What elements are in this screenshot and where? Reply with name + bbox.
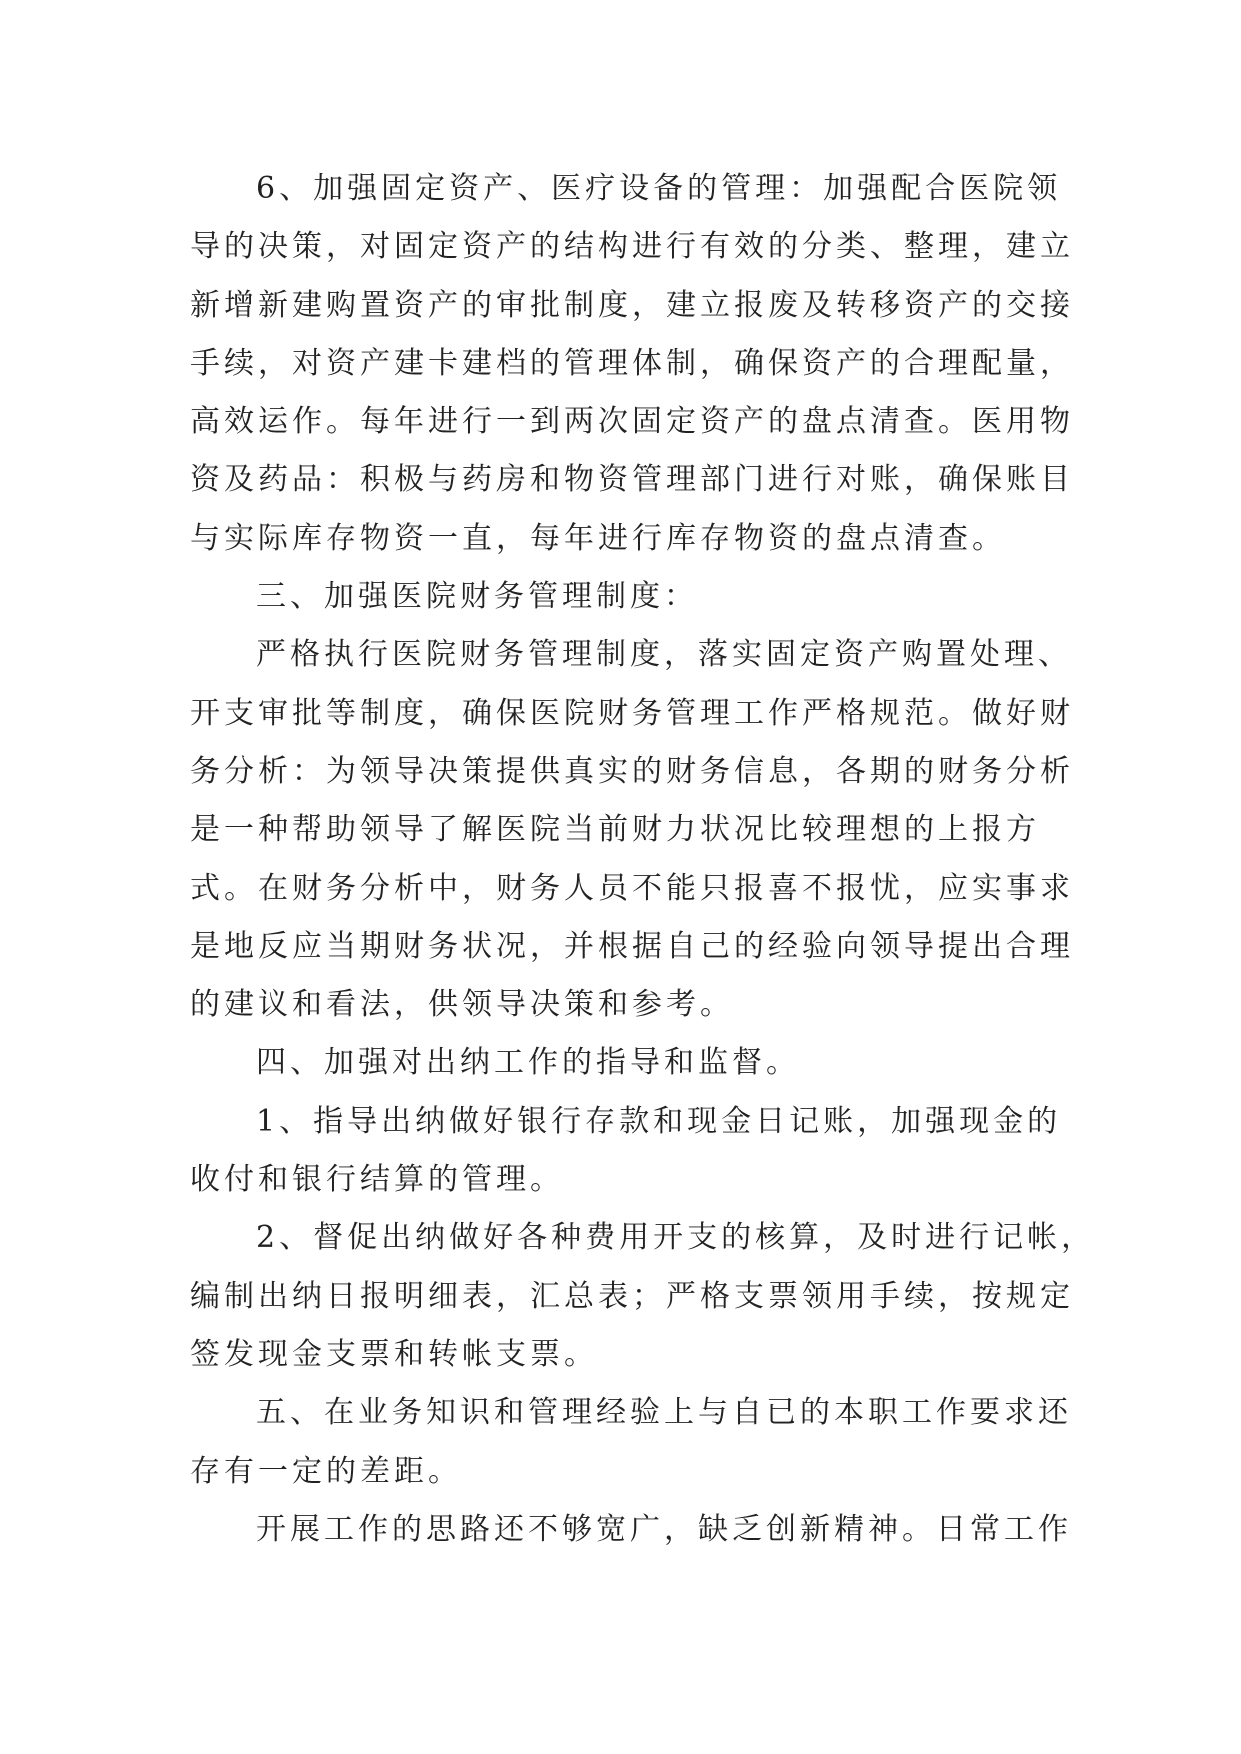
text-line: 是一种帮助领导了解医院当前财力状况比较理想的上报方	[190, 812, 1040, 848]
text-line: 开展工作的思路还不够宽广，缺乏创新精神。日常工作	[256, 1511, 1072, 1547]
section-heading: 四、加强对出纳工作的指导和监督。	[256, 1045, 800, 1081]
text-line: 务分析：为领导决策提供真实的财务信息，各期的财务分析	[190, 753, 1074, 789]
text-line: 导的决策，对固定资产的结构进行有效的分类、整理，建立	[190, 229, 1074, 265]
text-line: 2、督促出纳做好各种费用开支的核算，及时进行记帐，	[256, 1220, 1096, 1256]
section-heading: 三、加强医院财务管理制度：	[256, 579, 698, 615]
text-line: 收付和银行结算的管理。	[190, 1162, 564, 1198]
text-line: 高效运作。每年进行一到两次固定资产的盘点清查。医用物	[190, 404, 1074, 440]
text-line: 手续，对资产建卡建档的管理体制，确保资产的合理配量，	[190, 345, 1074, 381]
text-line: 6、加强固定资产、医疗设备的管理：加强配合医院领	[256, 171, 1062, 206]
text-line: 编制出纳日报明细表，汇总表；严格支票领用手续，按规定	[190, 1278, 1074, 1314]
text-line: 开支审批等制度，确保医院财务管理工作严格规范。做好财	[190, 695, 1074, 731]
text-line: 签发现金支票和转帐支票。	[190, 1336, 598, 1372]
text-line: 与实际库存物资一直，每年进行库存物资的盘点清查。	[190, 520, 1006, 556]
section-heading: 五、在业务知识和管理经验上与自已的本职工作要求还	[256, 1395, 1072, 1431]
text-line: 的建议和看法，供领导决策和参考。	[190, 987, 734, 1023]
text-line: 资及药品：积极与药房和物资管理部门进行对账，确保账目	[190, 462, 1074, 498]
text-line: 式。在财务分析中，财务人员不能只报喜不报忧，应实事求	[190, 870, 1074, 906]
text-line: 存有一定的差距。	[190, 1453, 462, 1489]
text-line: 1、指导出纳做好银行存款和现金日记账，加强现金的	[256, 1103, 1062, 1139]
text-line: 是地反应当期财务状况，并根据自己的经验向领导提出合理	[190, 928, 1074, 964]
document-body	[190, 160, 1096, 1559]
text-line: 严格执行医院财务管理制度，落实固定资产购置处理、	[256, 637, 1072, 673]
text-line: 新增新建购置资产的审批制度，建立报废及转移资产的交接	[190, 287, 1074, 323]
